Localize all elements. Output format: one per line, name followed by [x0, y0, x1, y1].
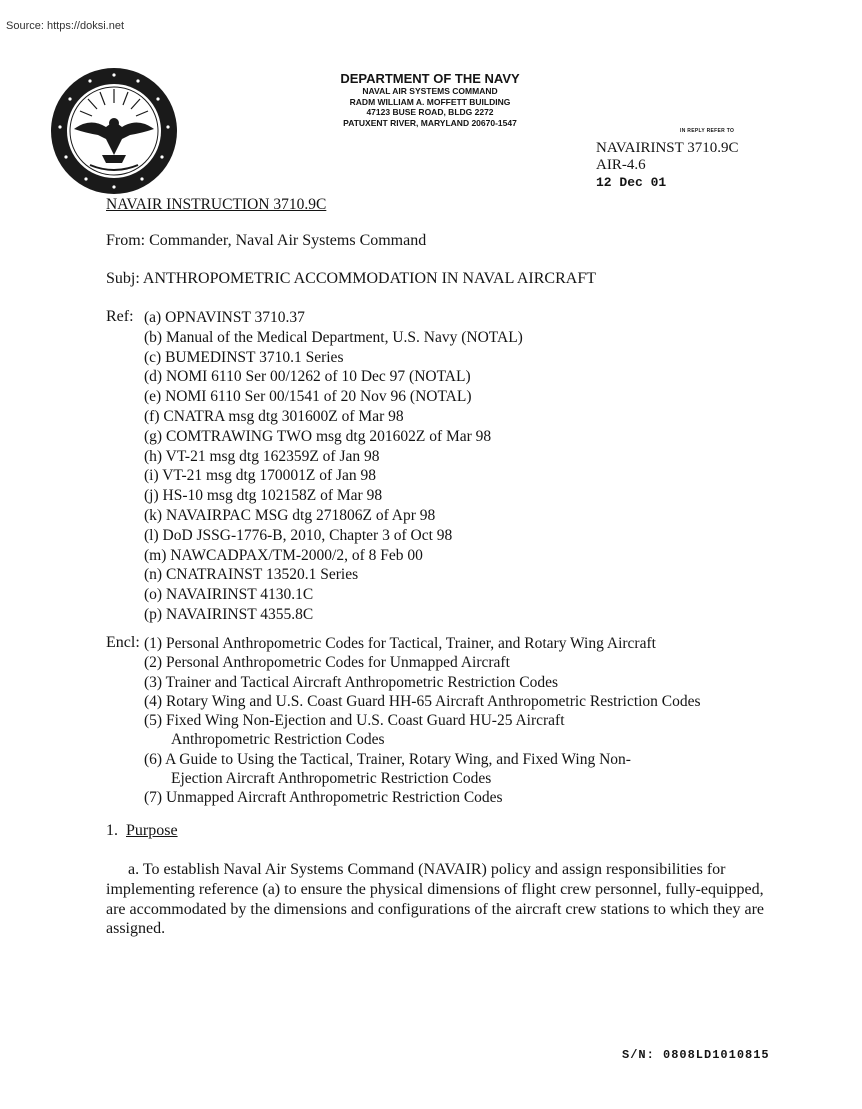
reference-item: (g) COMTRAWING TWO msg dtg 201602Z of Mar 98	[144, 427, 492, 445]
reference-item: (l) DoD JSSG-1776-B, 2010, Chapter 3 of Oct 98	[144, 526, 453, 544]
reference-item: (e) NOMI 6110 Ser 00/1541 of 20 Nov 96 (NOTAL)	[144, 388, 472, 406]
department-of-defense-seal-icon	[50, 67, 178, 195]
source-url: Source: https://doksi.net	[6, 20, 125, 32]
enclosure-item: (3) Trainer and Tactical Aircraft Anthropometric Restriction Codes	[144, 673, 559, 691]
reference-item: (o) NAVAIRINST 4130.1C	[144, 586, 314, 604]
reference-item: (n) CNATRAINST 13520.1 Series	[144, 566, 359, 584]
reference-item: (f) CNATRA msg dtg 301600Z of Mar 98	[144, 407, 404, 425]
references-label: Ref:	[106, 308, 134, 325]
letterhead	[300, 72, 560, 128]
office-code: AIR-4.6	[596, 157, 646, 173]
reference-item: (p) NAVAIRINST 4355.8C	[144, 605, 314, 623]
reference-item: (k) NAVAIRPAC MSG dtg 271806Z of Apr 98	[144, 506, 436, 524]
enclosure-item: (4) Rotary Wing and U.S. Coast Guard HH-65 Aircraft Anthropometric Restriction Codes	[144, 692, 701, 710]
from-line: From: Commander, Naval Air Systems Command	[106, 232, 427, 249]
instruction-number: NAVAIRINST 3710.9C	[596, 140, 739, 156]
reference-item: (b) Manual of the Medical Department, U.S. Navy (NOTAL)	[144, 328, 523, 346]
serial-number: S/N: 0808LD1010815	[622, 1048, 770, 1062]
city-address: PATUXENT RIVER, MARYLAND 20670-1547	[343, 117, 517, 128]
reference-item: (h) VT-21 msg dtg 162359Z of Jan 98	[144, 447, 380, 465]
reference-item: (d) NOMI 6110 Ser 00/1262 of 10 Dec 97 (NOTAL)	[144, 368, 471, 386]
section-number: 1.	[106, 822, 118, 839]
reply-refer-label: IN REPLY REFER TO	[680, 128, 735, 134]
reference-item: (j) HS-10 msg dtg 102158Z of Mar 98	[144, 487, 383, 505]
section-title: Purpose	[126, 822, 178, 839]
references-list	[144, 308, 523, 625]
section-heading-purpose	[106, 822, 178, 840]
command-name: NAVAL AIR SYSTEMS COMMAND	[362, 86, 498, 96]
enclosure-item: (2) Personal Anthropometric Codes for Unmapped Aircraft	[144, 654, 510, 672]
reference-item: (c) BUMEDINST 3710.1 Series	[144, 348, 344, 366]
reference-block	[596, 140, 739, 191]
enclosure-item: (7) Unmapped Aircraft Anthropometric Restriction Codes	[144, 789, 503, 807]
purpose-paragraph: a. To establish Naval Air Systems Command (NAVAIR) policy and assign responsibilities for implementing reference (a) to ensure the physical dimensions of flight crew personnel, fully-equipped, are accommodated by the dimensions and configurations of the aircraft crew stations to which they are assigned.	[106, 861, 764, 938]
building-name: RADM WILLIAM A. MOFFETT BUILDING	[349, 96, 511, 107]
document-title: NAVAIR INSTRUCTION 3710.9C	[106, 196, 327, 213]
enclosure-item: (5) Fixed Wing Non-Ejection and U.S. Coast Guard HU-25 Aircraft Anthropometric Restriction Codes	[144, 712, 565, 749]
enclosure-item: (6) A Guide to Using the Tactical, Trainer, Rotary Wing, and Fixed Wing Non-Ejection Aircraft Anthropometric Restriction Codes	[144, 750, 631, 788]
subject-line: Subj: ANTHROPOMETRIC ACCOMMODATION IN NAVAL AIRCRAFT	[106, 270, 596, 287]
enclosures-label: Encl:	[106, 634, 140, 651]
reference-item: (a) OPNAVINST 3710.37	[144, 309, 305, 326]
department-name: DEPARTMENT OF THE NAVY	[340, 71, 520, 86]
document-date: 12 Dec 01	[596, 175, 667, 190]
reference-item: (i) VT-21 msg dtg 170001Z of Jan 98	[144, 467, 377, 485]
reference-item: (m) NAWCADPAX/TM-2000/2, of 8 Feb 00	[144, 546, 423, 564]
street-address: 47123 BUSE ROAD, BLDG 2272	[366, 107, 494, 117]
enclosure-item: (1) Personal Anthropometric Codes for Tactical, Trainer, and Rotary Wing Aircraft	[144, 635, 656, 652]
enclosures-list	[144, 634, 811, 808]
